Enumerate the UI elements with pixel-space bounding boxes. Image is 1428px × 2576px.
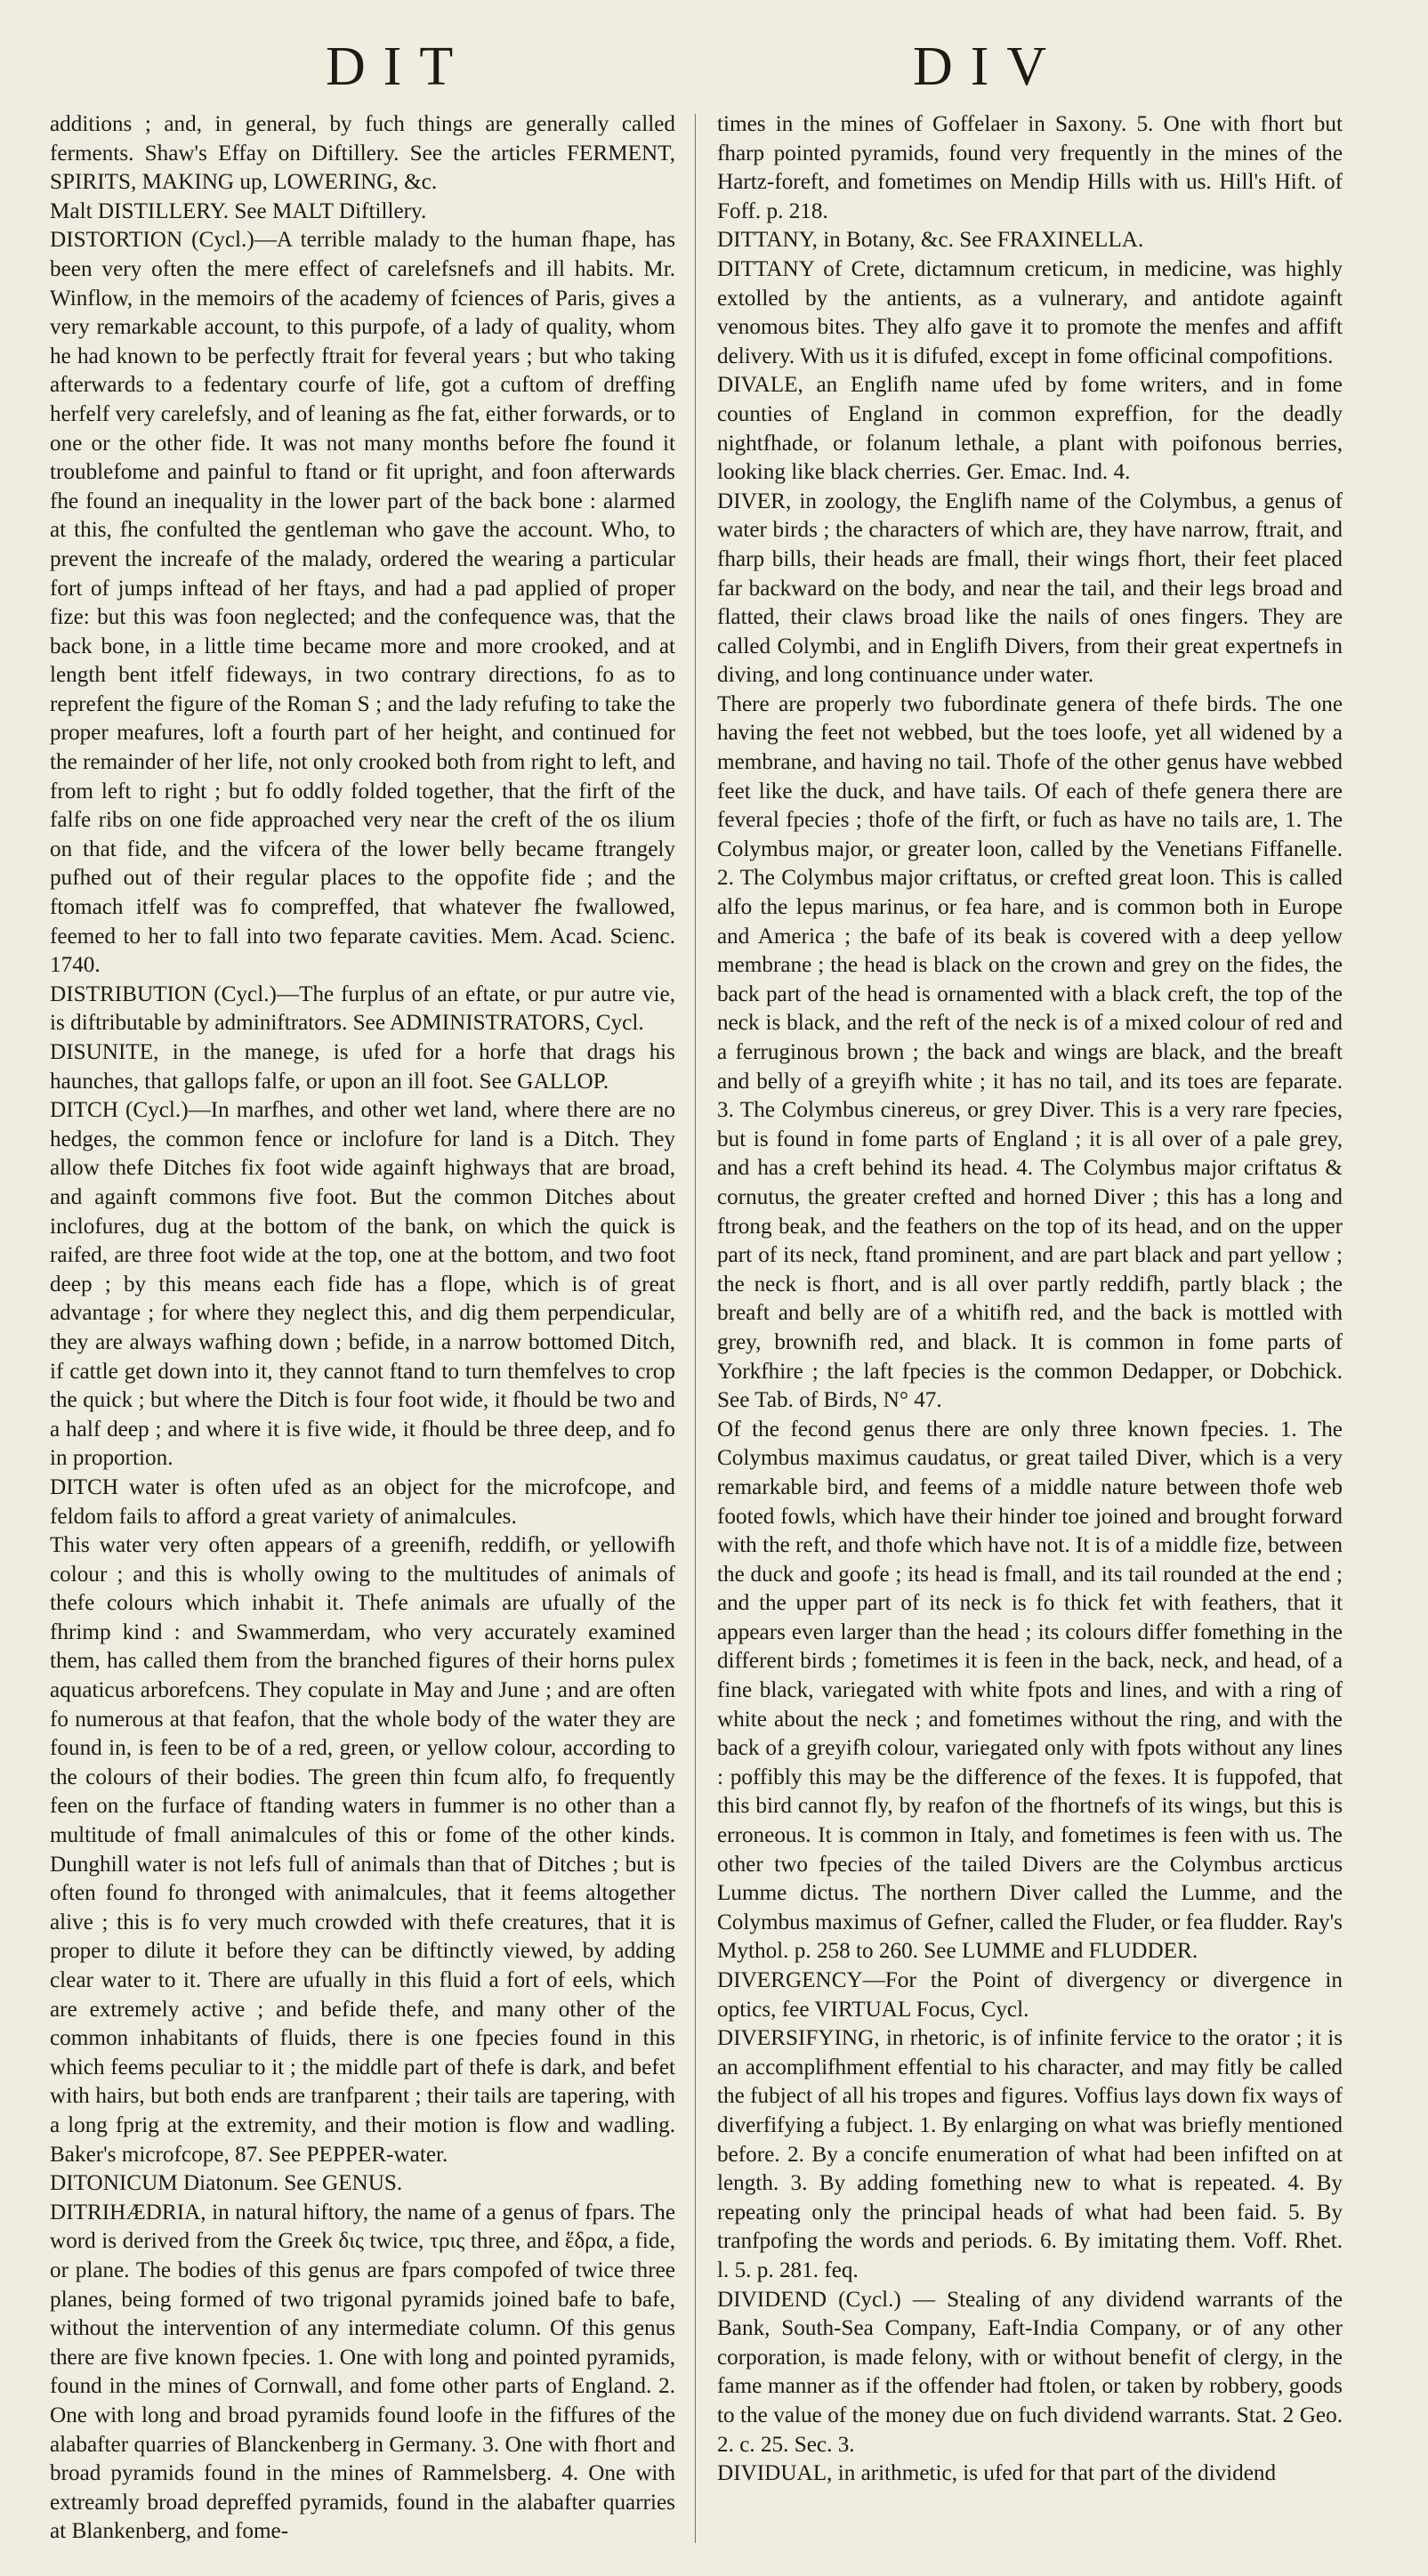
entry-distribution: DISTRIBUTION (Cycl.)—The furplus of an eftate, or pur autre vie, is diftributable by adminiftrators. See ADMINISTRATORS, Cycl. bbox=[50, 981, 675, 1036]
entry-divergency: DIVERGENCY—For the Point of divergency or divergence in optics, fee VIRTUAL Focus, Cycl. bbox=[717, 1968, 1343, 2022]
entry-ditch-water-paragraph: This water very often appears of a greenifh, reddifh, or yellowifh colour ; and this is wholly owing to the multitudes of animals of thefe colours which inhabit it. Thefe animals are ufually of the fhrimp kind : and Swammerdam, who very accurately examined them, has called them from the branched figures of their horns pulex aquaticus arborefcens. They copulate in May and June ; and are often fo numerous at that feafon, that the whole body of the water they are found in, is feen to be of a red, green, or yellow colour, according to the colours of their bodies. The green thin fcum alfo, fo frequently feen on the furface of ftanding waters in fummer is no other than a multitude of fmall animalcules of this or fome of the other kinds. Dunghill water is not lefs full of animals than that of Ditches ; but is often found fo thronged with animalcules, that it feems altogether alive ; this is fo very much crowded with thefe creatures, that it is proper to dilute it before they can be diftinctly viewed, by adding clear water to it. There are ufually in this fluid a fort of eels, which are extremely active ; and befide thefe, and many other of the common inhabitants of fluids, there is one fpecies found in this which feems peculiar to it ; the middle part of thefe is dark, and befet with hairs, but both ends are tranfparent ; their tails are tapering, with a long fprig at the extremity, and their motion is flow and wadling. Baker's microfcope, 87. See PEPPER-water. bbox=[50, 1533, 675, 2167]
entry-diver-second-genus: Of the fecond genus there are only three known fpecies. 1. The Colymbus maximus caudatus, or great tailed Diver, which is a very remarkable bird, and feems of a middle nature between thofe web footed fowls, which have their hinder toe joined and brought forward with the reft, and thofe which have not. It is of a middle fize, between the duck and goofe ; its head is fmall, and its tail rounded at the end ; and the upper part of its neck is fo thick fet with feathers, that it appears even larger than the head ; its colours differ fomething in the different birds ; fometimes it is feen in the back, neck, and head, of a fine black, variegated with white fpots and lines, and with a ring of white about the neck ; and fometimes without the ring, and with the back of a greyifh colour, variegated only with fpots without any lines : poffibly this may be the difference of the fexes. It is fuppofed, that this bird cannot fly, by reafon of the fhortnefs of its wings, but this is erroneous. It is common in Italy, and fometimes is feen with us. The other two fpecies of the tailed Divers are the Colymbus arcticus Lumme dictus. The northern Diver called the Lumme, and the Colymbus maximus of Gefner, called the Fluder, or fea fludder. Ray's Mythol. p. 258 to 260. See LUMME and FLUDDER. bbox=[717, 1417, 1343, 1964]
entry-dividual: DIVIDUAL, in arithmetic, is ufed for that part of the dividend bbox=[717, 2461, 1277, 2486]
running-head-right: DIV bbox=[913, 36, 1065, 97]
entry-ditch-water: DITCH water is often ufed as an object for the microfcope, and feldom fails to afford a great variety of animalcules. bbox=[50, 1474, 675, 1529]
entry-diver: DIVER, in zoology, the Englifh name of the Colymbus, a genus of water birds ; the characters of which are, they have narrow, ftrait, and fharp bills, their heads are fmall, their wings fhort, their feet placed far backward on the body, and near the tail, and their legs broad and flatted, their claws broad like the nails of ones fingers. They are called Colymbi, and in Englifh Divers, from their great expertnefs in diving, and long continuance under water. bbox=[717, 489, 1343, 688]
entry-ditonicum: DITONICUM Diatonum. See GENUS. bbox=[50, 2171, 403, 2196]
left-column bbox=[50, 110, 675, 2548]
right-column bbox=[717, 110, 1343, 2548]
entry-distillery-continued: additions ; and, in general, by fuch things are generally called ferments. Shaw's Effay on Diftillery. See the articles FERMENT, SPIRITS, MAKING up, LOWERING, &c. bbox=[50, 112, 675, 195]
entry-ditch: DITCH (Cycl.)—In marfhes, and other wet land, where there are no hedges, the common fence or inclofure for land is a Ditch. They allow thefe Ditches fix foot wide againft highways that are broad, and againft commons five foot. But the common Ditches about inclofures, dug at the bottom of the bank, on which the quick is raifed, are three foot wide at the top, one at the bottom, and two foot deep ; by this means each fide has a flope, which is of great advantage ; for where they neglect this, and dig them perpendicular, they are always wafhing down ; befide, in a narrow bottomed Ditch, if cattle get down into it, they cannot ftand to turn themfelves to crop the quick ; but where the Ditch is four foot wide, it fhould be two and a half deep ; and where it is five wide, it fhould be three deep, and fo in proportion. bbox=[50, 1098, 675, 1471]
entry-malt-distillery: Malt DISTILLERY. See MALT Diftillery. bbox=[50, 198, 427, 223]
entry-diversifying: DIVERSIFYING, in rhetoric, is of infinite fervice to the orator ; it is an accomplifhment effential to his character, and may fitly be called the fubject of all his tropes and figures. Voffius lays down fix ways of diverfifying a fubject. 1. By enlarging on what was briefly mentioned before. 2. By a concife enumeration of what had been infifted on at length. 3. By adding fomething new to what is repeated. 4. By repeating only the principal heads of what had been faid. 5. By tranfpofing the words and periods. 6. By imitating them. Voff. Rhet. l. 5. p. 281. feq. bbox=[717, 2026, 1343, 2282]
column-divider bbox=[695, 114, 696, 2543]
entry-divale: DIVALE, an Englifh name ufed by fome writers, and in fome counties of England in common expreffion, for the deadly nightfhade, or folanum lethale, a plant with poifonous berries, looking like black cherries. Ger. Emac. Ind. 4. bbox=[717, 373, 1343, 485]
entry-ditrihaedria: DITRIHÆDRIA, in natural hiftory, the name of a genus of fpars. The word is derived from the Greek δις twice, τρις three, and ἕδρα, a fide, or plane. The bodies of this genus are fpars compofed of twice three planes, being formed of two trigonal pyramids joined bafe to bafe, without the intervention of any intermediate column. Of this genus there are five known fpecies. 1. One with long and pointed pyramids, found in the mines of Cornwall, and fome other parts of England. 2. One with long and broad pyramids found loofe in the fiffures of the alabafter quarries of Blanckenberg in Germany. 3. One with fhort and broad pyramids found in the mines of Rammelsberg. 4. One with extreamly broad depreffed pyramids, found in the alabafter quarries at Blankenberg, and fome- bbox=[50, 2200, 675, 2544]
running-head-left: DIT bbox=[326, 36, 472, 97]
entry-dittany-of-crete: DITTANY of Crete, dictamnum creticum, in medicine, was highly extolled by the antients, as a vulnerary, and antidote againft venomous bites. They alfo gave it to promote the menfes and affift delivery. With us it is difufed, except in fome officinal compofitions. bbox=[717, 256, 1343, 368]
entry-distortion: DISTORTION (Cycl.)—A terrible malady to the human fhape, has been very often the mere effect of carelefsnefs and ill habits. Mr. Winflow, in the memoirs of the academy of fciences of Paris, gives a very remarkable account, to this purpofe, of a lady of quality, whom he had known to be perfectly ftrait for feveral years ; but who taking afterwards to a fedentary courfe of life, got a cuftom of dreffing herfelf very carelefsly, and of leaning as fhe fat, either forwards, or to one or the other fide. It was not many months before fhe found it troublefome and painful to ftand or fit upright, and foon afterwards fhe found an inequality in the lower part of the back bone : alarmed at this, fhe confulted the gentleman who gave the account. Who, to prevent the increafe of the malady, ordered the wearing a particular fort of jumps inftead of her ftays, and had a pad applied of proper fize: but this was foon neglected; and the confequence was, that the back bone, in a little time became more and more crooked, and at length bent itfelf fideways, in two contrary directions, fo as to reprefent the figure of the Roman S ; and the lady refufing to take the proper meafures, loft a fourth part of her height, and continued for the remainder of her life, not only crooked both from right to left, and from left to right ; but fo oddly folded together, that the firft of the falfe ribs on one fide approached very near the creft of the os ilium on that fide, and the vifcera of the lower belly became ftrangely pufhed out of their regular places to the oppofite fide ; and the ftomach itfelf was fo compreffed, that whatever fhe fwallowed, feemed to her to fall into two feparate cavities. Mem. Acad. Scienc. 1740. bbox=[50, 228, 675, 978]
entry-diver-genera-paragraph: There are properly two fubordinate genera of thefe birds. The one having the feet not webbed, but the toes loofe, yet all widened by a membrane, and having no tail. Thofe of the other genus have webbed feet like the duck, and have tails. Of each of thefe genera there are feveral fpecies ; thofe of the firft, or fuch as have no tails are, 1. The Colymbus major, or greater loon, called by the Venetians Fiffanelle. 2. The Colymbus major criftatus, or crefted great loon. This is called alfo the lepus marinus, or fea hare, and is common both in Europe and America ; the bafe of its beak is covered with a deep yellow membrane ; the head is black on the crown and grey on the fides, the back part of the head is ornamented with a black creft, the top of the neck is black, and the reft of the neck is of a mixed colour of red and a ferruginous brown ; the back and wings are black, and the breaft and belly of a greyifh white ; it has no tail, and its toes are feparate. 3. The Colymbus cinereus, or grey Diver. This is a very rare fpecies, but is found in fome parts of England ; it is all over of a pale grey, and has a creft behind its head. 4. The Colymbus major criftatus & cornutus, the greater crefted and horned Diver ; this has a long and ftrong beak, and the feathers on the top of its head, and on the upper part of its neck, ftand prominent, and are part black and part yellow ; the neck is fhort, and is all over partly reddifh, partly black ; the breaft and belly are of a whitifh red, and the back is mottled with grey, brownifh red, and black. It is common in fome parts of Yorkfhire ; the laft fpecies is the common Dedapper, or Dobchick. See Tab. of Birds, N° 47. bbox=[717, 691, 1343, 1413]
entry-ditrihaedria-continued: times in the mines of Goffelaer in Saxony. 5. One with fhort but fharp pointed pyramids, found very frequently in the mines of the Hartz-foreft, and fometimes on Mendip Hills with us. Hill's Hift. of Foff. p. 218. bbox=[717, 112, 1343, 223]
entry-disunite: DISUNITE, in the manege, is ufed for a horfe that drags his haunches, that gallops falfe, or upon an ill foot. See GALLOP. bbox=[50, 1040, 675, 1094]
entry-dittany: DITTANY, in Botany, &c. See FRAXINELLA. bbox=[717, 228, 1144, 253]
entry-dividend: DIVIDEND (Cycl.) — Stealing of any dividend warrants of the Bank, South-Sea Company, Eaft-India Company, or of any other corporation, is made felony, with or without benefit of clergy, in the fame manner as if the offender had ftolen, or taken by robbery, goods to the value of the money due on fuch dividend warrants. Stat. 2 Geo. 2. c. 25. Sec. 3. bbox=[717, 2287, 1343, 2457]
